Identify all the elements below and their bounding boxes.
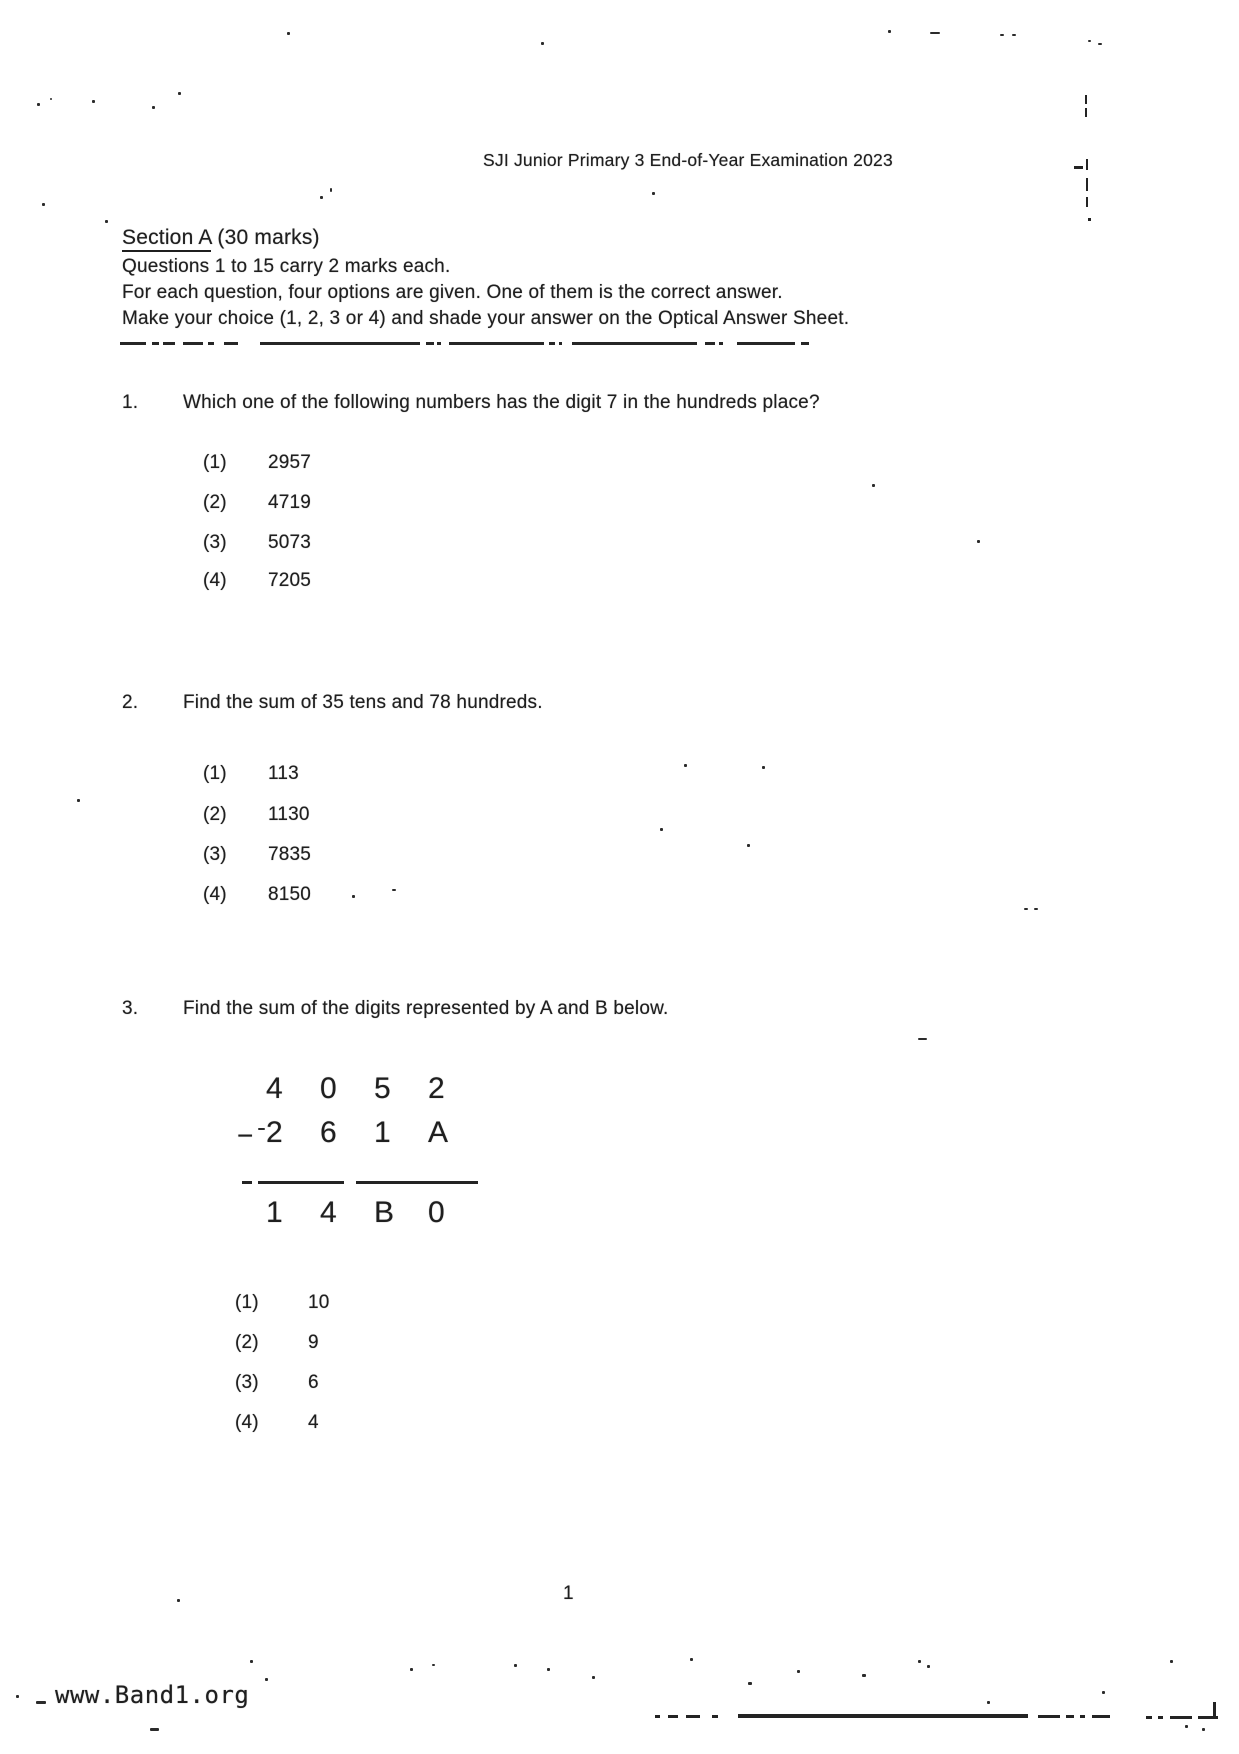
question-number: 3. (122, 998, 139, 1019)
footer-website: www.Band1.org (55, 1681, 250, 1709)
separator-line (120, 342, 870, 346)
q2-option-3: (3) 7835 (203, 844, 312, 865)
instruction-line: For each question, four options are given. One of them is the correct answer. (122, 282, 783, 303)
instruction-line: Questions 1 to 15 carry 2 marks each. (122, 256, 451, 277)
section-heading-marks: (30 marks) (211, 226, 320, 249)
q3-option-1: (1) 10 (235, 1292, 330, 1313)
question-text: Which one of the following numbers has the digit 7 in the hundreds place? (183, 392, 820, 413)
subtraction-difference: 1 4 B 0 (266, 1196, 445, 1229)
q1-option-4: (4) 7205 (203, 570, 312, 591)
q1-option-2: (2) 4719 (203, 492, 312, 513)
q2-option-1: (1) 113 (203, 763, 299, 784)
subtraction-minuend: 4 0 5 2 (266, 1072, 445, 1105)
instruction-line: Make your choice (1, 2, 3 or 4) and shade your answer on the Optical Answer Sheet. (122, 308, 850, 329)
question-3 (122, 998, 668, 1020)
q1-option-1: (1) 2957 (203, 452, 312, 473)
question-text: Find the sum of the digits represented by A and B below. (183, 998, 669, 1019)
question-2 (122, 692, 543, 714)
page-number: 1 (563, 1583, 574, 1604)
question-1 (122, 392, 820, 414)
q2-option-2: (2) 1130 (203, 804, 310, 825)
section-heading (122, 226, 320, 250)
q1-option-3: (3) 5073 (203, 532, 312, 553)
section-heading-underlined: Section A (122, 226, 211, 252)
question-text: Find the sum of 35 tens and 78 hundreds. (183, 692, 543, 713)
question-number: 1. (122, 392, 139, 413)
subtraction-subtrahend: 2 6 1 A (266, 1116, 449, 1149)
minus-sign: − (237, 1120, 254, 1151)
q3-option-3: (3) 6 (235, 1372, 319, 1393)
question-number: 2. (122, 692, 139, 713)
q3-option-4: (4) 4 (235, 1412, 319, 1433)
exam-title: SJI Junior Primary 3 End-of-Year Examination 2023 (483, 150, 893, 170)
q3-option-2: (2) 9 (235, 1332, 319, 1353)
q2-option-4: (4) 8150 (203, 884, 312, 905)
